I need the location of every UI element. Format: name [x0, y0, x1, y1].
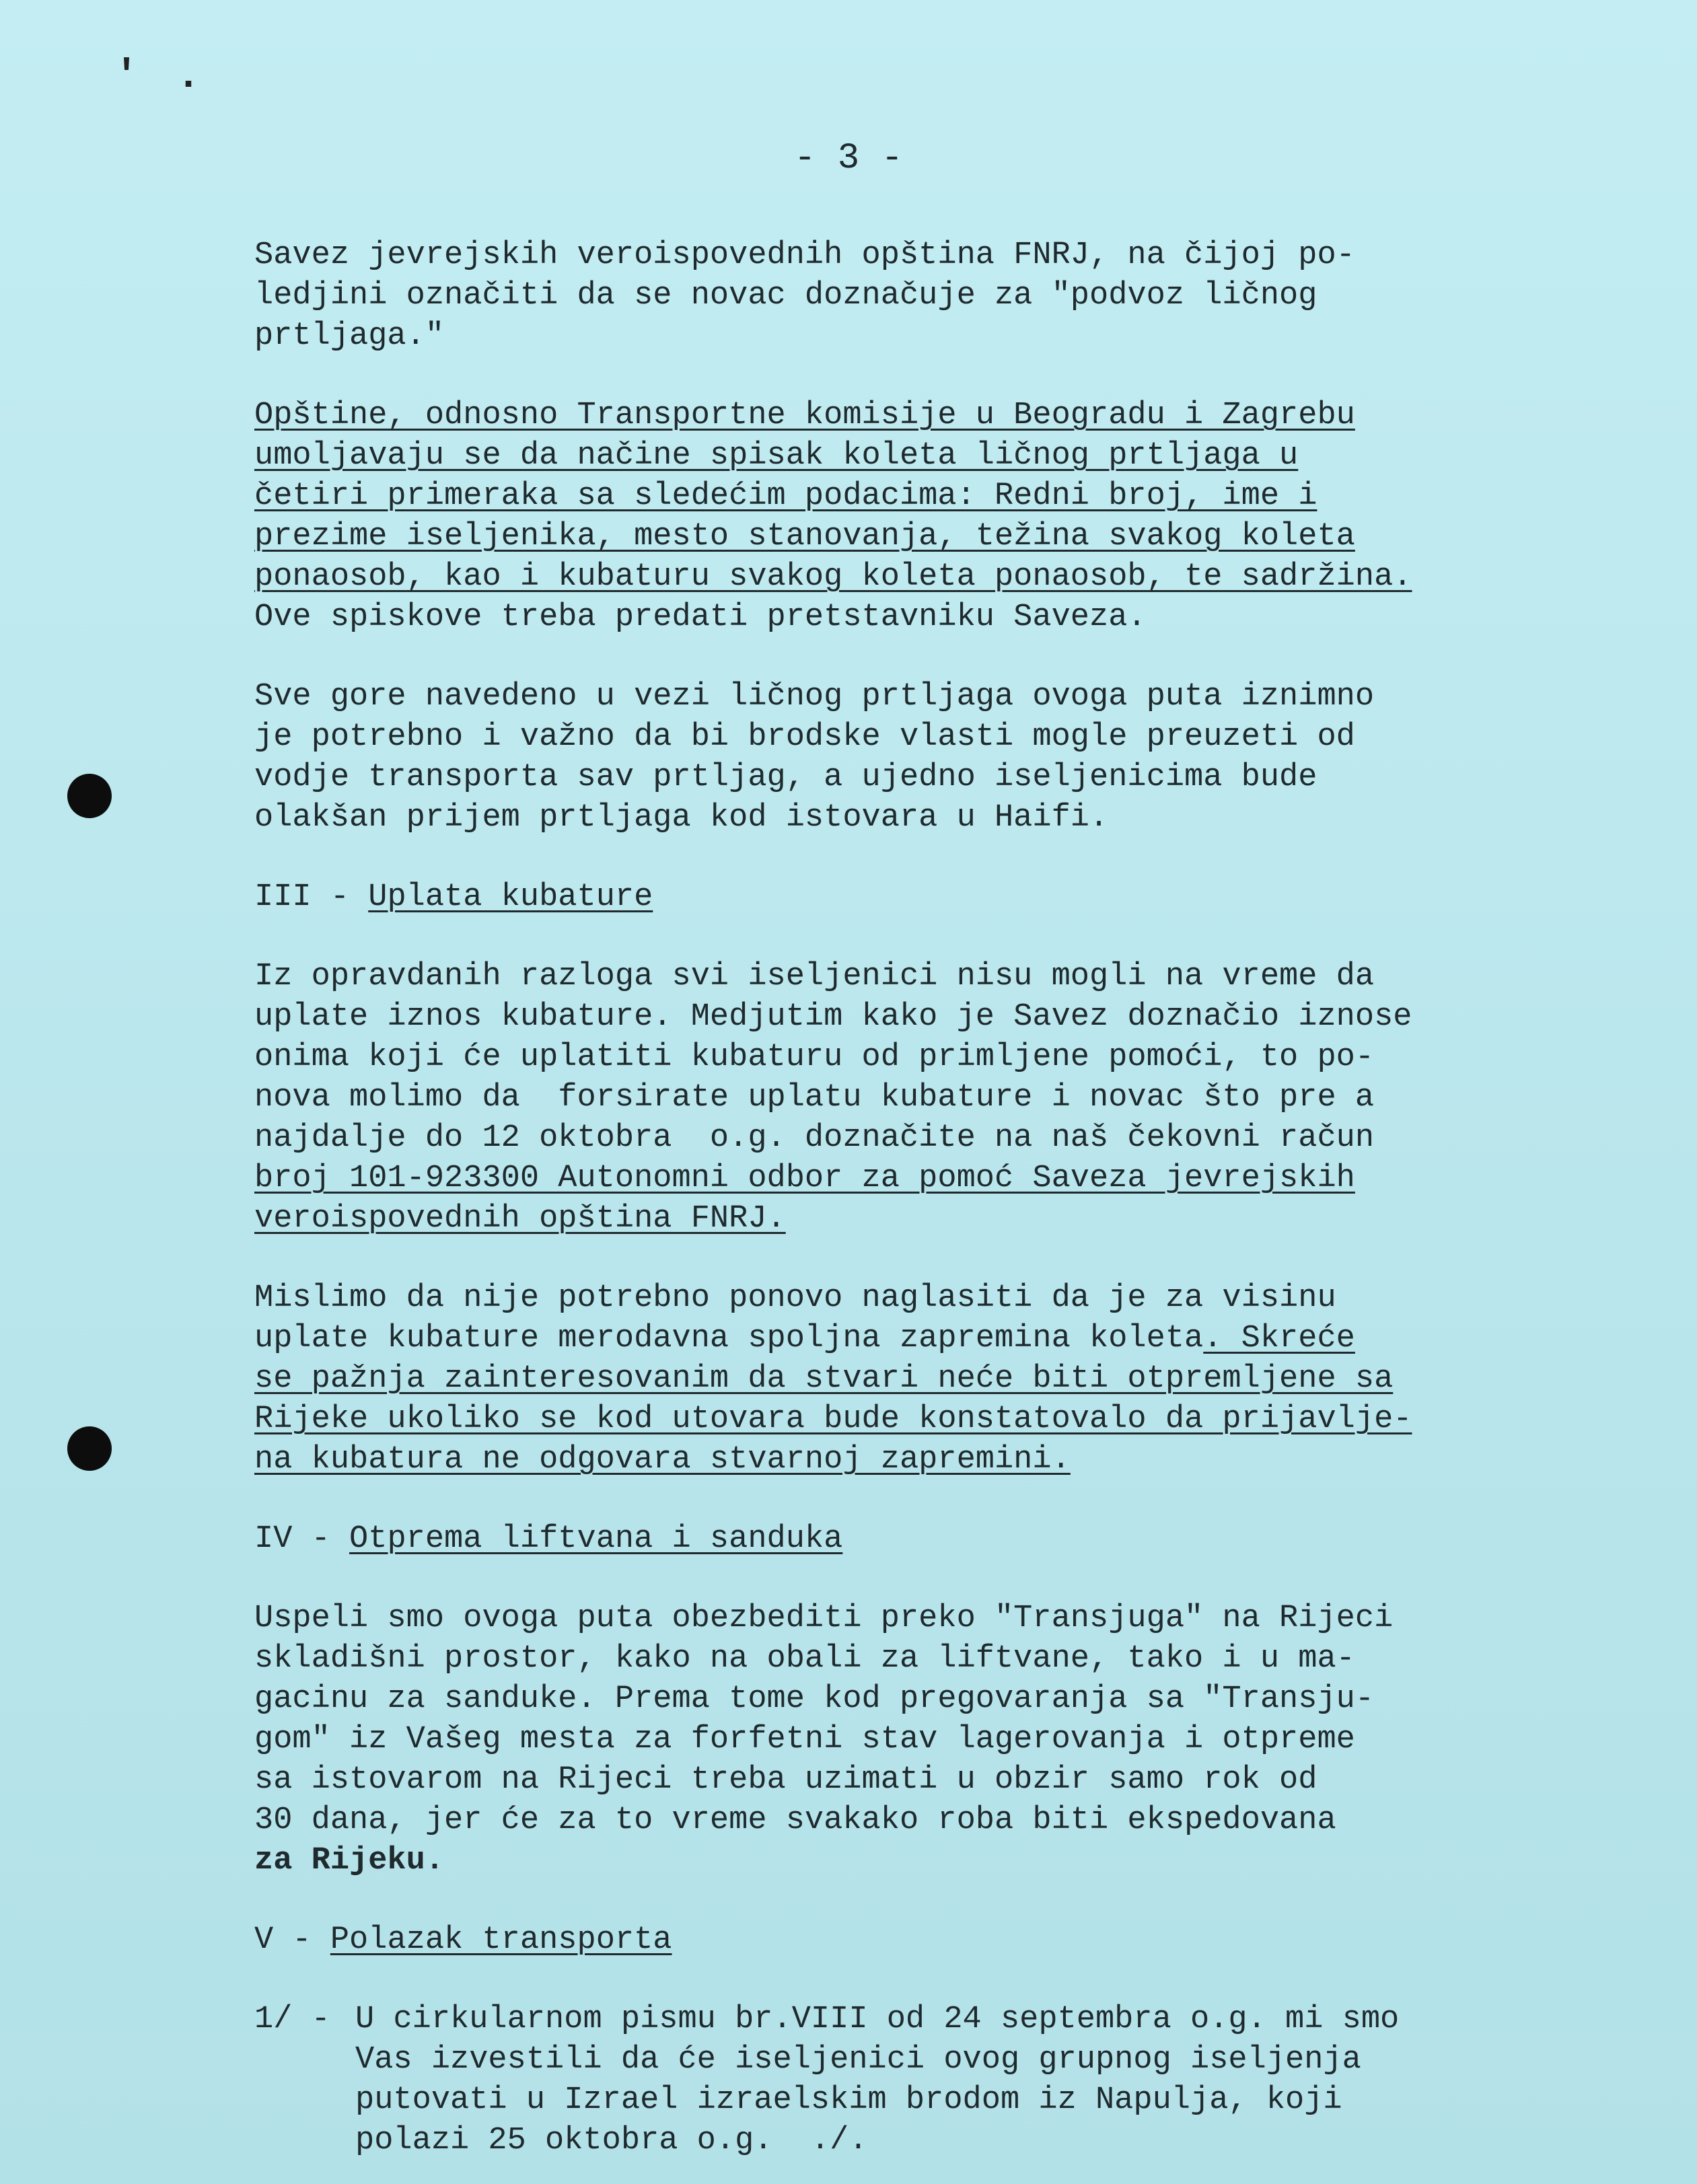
text-line: sa istovarom na Rijeci treba uzimati u obzir samo rok od: [254, 1762, 1317, 1798]
list-item-number: 1/ -: [254, 2002, 350, 2037]
text-segment: uplate kubature merodavna spoljna zapremina koleta: [254, 1321, 1204, 1356]
text-line: Savez jevrejskih veroispovednih opština FNRJ, na čijoj po-: [254, 238, 1355, 273]
paragraph: [254, 957, 1533, 1239]
text-line: skladišni prostor, kako na obali za liftvane, tako i u ma-: [254, 1641, 1355, 1677]
section-number: V -: [254, 1922, 330, 1958]
text-line: gacinu za sanduke. Prema tome kod pregovaranja sa "Transju-: [254, 1681, 1375, 1717]
underlined-text-segment: . Skreće: [1203, 1321, 1355, 1356]
text-line-partial-underline: [254, 1319, 1533, 1359]
paragraph: [254, 1278, 1533, 1480]
paragraph: [254, 677, 1533, 838]
text-line: uplate iznos kubature. Medjutim kako je Savez doznačio iznose: [254, 999, 1412, 1035]
paragraph: [254, 1599, 1533, 1881]
list-item-body: [355, 2000, 1399, 2161]
section-title: Polazak transporta: [330, 1922, 672, 1958]
text-line: Mislimo da nije potrebno ponovo naglasiti da je za visinu: [254, 1280, 1336, 1316]
text-line: ponaosob, kao i kubaturu svakog koleta ponaosob, te sadržina.: [254, 559, 1412, 595]
text-line: je potrebno i važno da bi brodske vlasti mogle preuzeti od: [254, 719, 1355, 755]
text-line: olakšan prijem prtljaga kod istovara u Haifi.: [254, 800, 1109, 836]
text-line: vodje transporta sav prtljag, a ujedno iseljenicima bude: [254, 760, 1317, 795]
text-line: Opštine, odnosno Transportne komisije u Beogradu i Zagrebu: [254, 398, 1355, 433]
text-line: najdalje do 12 oktobra o.g. doznačite na naš čekovni račun: [254, 1120, 1375, 1156]
text-line: U cirkularnom pismu br.VIII od 24 septembra o.g. mi smo: [355, 2002, 1400, 2037]
paragraph: [254, 396, 1533, 638]
section-title: Otprema liftvana i sanduka: [349, 1521, 843, 1557]
text-line: prtljaga.": [254, 318, 445, 354]
section-number: III -: [254, 879, 369, 915]
text-line: Rijeke ukoliko se kod utovara bude konstatovalo da prijavlje-: [254, 1402, 1412, 1437]
corner-mark: ' .: [114, 54, 208, 100]
punch-hole-lower: [67, 1426, 112, 1471]
section-title: Uplata kubature: [368, 879, 653, 915]
punch-hole-upper: [67, 774, 112, 818]
text-line: Sve gore navedeno u vezi ličnog prtljaga ovoga puta iznimno: [254, 679, 1375, 715]
text-line: na kubatura ne odgovara stvarnoj zapremini.: [254, 1442, 1071, 1478]
text-line: prezime iseljenika, mesto stanovanja, težina svakog koleta: [254, 519, 1355, 554]
text-line: Iz opravdanih razloga svi iseljenici nisu mogli na vreme da: [254, 959, 1375, 994]
section-heading-3: [254, 877, 1533, 918]
document-body: [254, 235, 1533, 2161]
section-number: IV -: [254, 1521, 350, 1557]
text-line: umoljavaju se da načine spisak koleta ličnog prtljaga u: [254, 438, 1299, 474]
text-line: Uspeli smo ovoga puta obezbediti preko "Transjuga" na Rijeci: [254, 1601, 1394, 1636]
text-line: nova molimo da forsirate uplatu kubature i novac što pre a: [254, 1080, 1375, 1116]
list-item: [254, 2000, 1533, 2161]
section-heading-5: [254, 1920, 1533, 1961]
text-line: ledjini označiti da se novac doznačuje za "podvoz ličnog: [254, 278, 1317, 314]
text-line: Vas izvestili da će iseljenici ovog grupnog iseljenja: [355, 2042, 1361, 2078]
page-number: - 3 -: [793, 138, 904, 179]
text-line: se pažnja zainteresovanim da stvari neće biti otpremljene sa: [254, 1361, 1394, 1397]
text-line: polazi 25 oktobra o.g. ./.: [355, 2123, 868, 2158]
text-line: gom" iz Vašeg mesta za forfetni stav lagerovanja i otpreme: [254, 1722, 1355, 1757]
text-line: 30 dana, jer će za to vreme svakako roba biti ekspedovana: [254, 1803, 1336, 1838]
section-heading-4: [254, 1519, 1533, 1560]
text-line: četiri primeraka sa sledećim podacima: Redni broj, ime i: [254, 478, 1317, 514]
text-line: putovati u Izrael izraelskim brodom iz Napulja, koji: [355, 2082, 1342, 2118]
text-line: broj 101-923300 Autonomni odbor za pomoć Saveza jevrejskih: [254, 1161, 1355, 1196]
text-line: za Rijeku.: [254, 1843, 445, 1879]
text-line: Ove spiskove treba predati pretstavniku Saveza.: [254, 599, 1147, 635]
paragraph: [254, 235, 1533, 357]
text-line: veroispovednih opština FNRJ.: [254, 1201, 786, 1237]
text-line: onima koji će uplatiti kubaturu od primljene pomoći, to po-: [254, 1040, 1375, 1075]
